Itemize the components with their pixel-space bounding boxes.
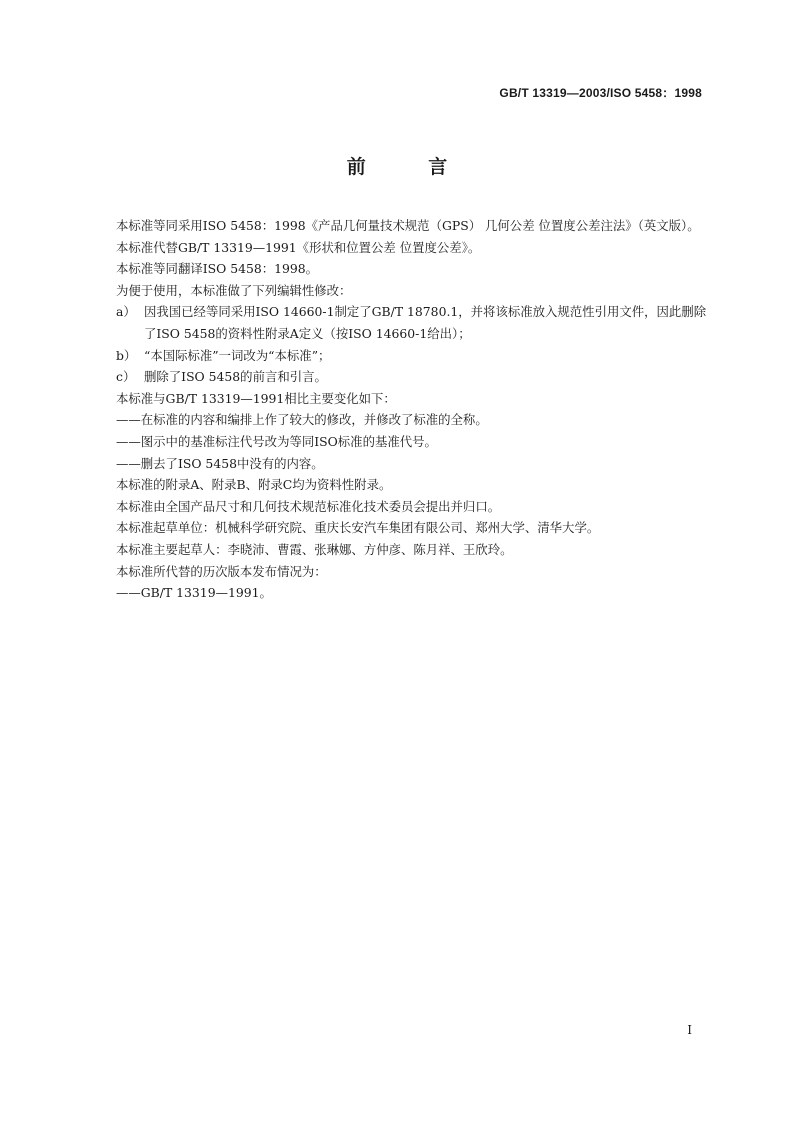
list-item xyxy=(88,366,708,388)
list-item-mark: a） xyxy=(116,304,136,320)
list-item-text: “本国际标准”一词改为“本标准”； xyxy=(144,347,331,363)
foreword-body xyxy=(88,215,708,604)
dash-item: ——删去了ISO 5458中没有的内容。 xyxy=(116,455,324,471)
paragraph-replaces: 本标准代替GB/T 13319—1991《形状和位置公差 位置度公差》。 xyxy=(116,239,481,255)
paragraph-translation: 本标准等同翻译ISO 5458：1998。 xyxy=(116,261,319,277)
page-number: I xyxy=(687,1023,692,1037)
list-item xyxy=(88,345,708,367)
page-title: 前 言 xyxy=(346,156,476,178)
paragraph-adoption: 本标准等同采用ISO 5458：1998《产品几何量技术规范（GPS） 几何公差 位置度公差注法》（英文版）。 xyxy=(116,218,700,233)
paragraph-editorial-intro: 为便于使用，本标准做了下列编辑性修改： xyxy=(116,282,352,298)
dash-item: ——在标准的内容和编排上作了较大的修改，并修改了标准的全称。 xyxy=(116,412,488,428)
list-item-text: 因我国已经等同采用ISO 14660-1制定了GB/T 18780.1，并将该标准放入规范性引用文件，因此删除了ISO 5458的资料性附录A定义（按ISO 14660-1给出）； xyxy=(144,304,707,341)
paragraph-history-intro: 本标准所代替的历次版本发布情况为： xyxy=(116,563,327,579)
dash-item: ——图示中的基准标注代号改为等同ISO标准的基准代号。 xyxy=(116,433,437,449)
list-item-text: 删除了ISO 5458的前言和引言。 xyxy=(144,369,327,385)
paragraph-drafters: 本标准主要起草人：李晓沛、曹霞、张琳娜、方仲彦、陈月祥、王欣玲。 xyxy=(116,541,513,557)
paragraph-annexes: 本标准的附录A、附录B、附录C均为资料性附录。 xyxy=(116,477,392,493)
paragraph-changes-intro: 本标准与GB/T 13319—1991相比主要变化如下： xyxy=(116,390,396,406)
dash-item: ——GB/T 13319—1991。 xyxy=(116,585,272,601)
list-item-mark: c） xyxy=(116,369,136,385)
standard-code: GB/T 13319—2003/ISO 5458：1998 xyxy=(499,86,702,100)
paragraph-proposer: 本标准由全国产品尺寸和几何技术规范标准化技术委员会提出并归口。 xyxy=(116,498,501,514)
list-item-mark: b） xyxy=(116,347,137,363)
list-item xyxy=(88,301,708,344)
paragraph-drafting-units: 本标准起草单位：机械科学研究院、重庆长安汽车集团有限公司、郑州大学、清华大学。 xyxy=(116,520,600,536)
